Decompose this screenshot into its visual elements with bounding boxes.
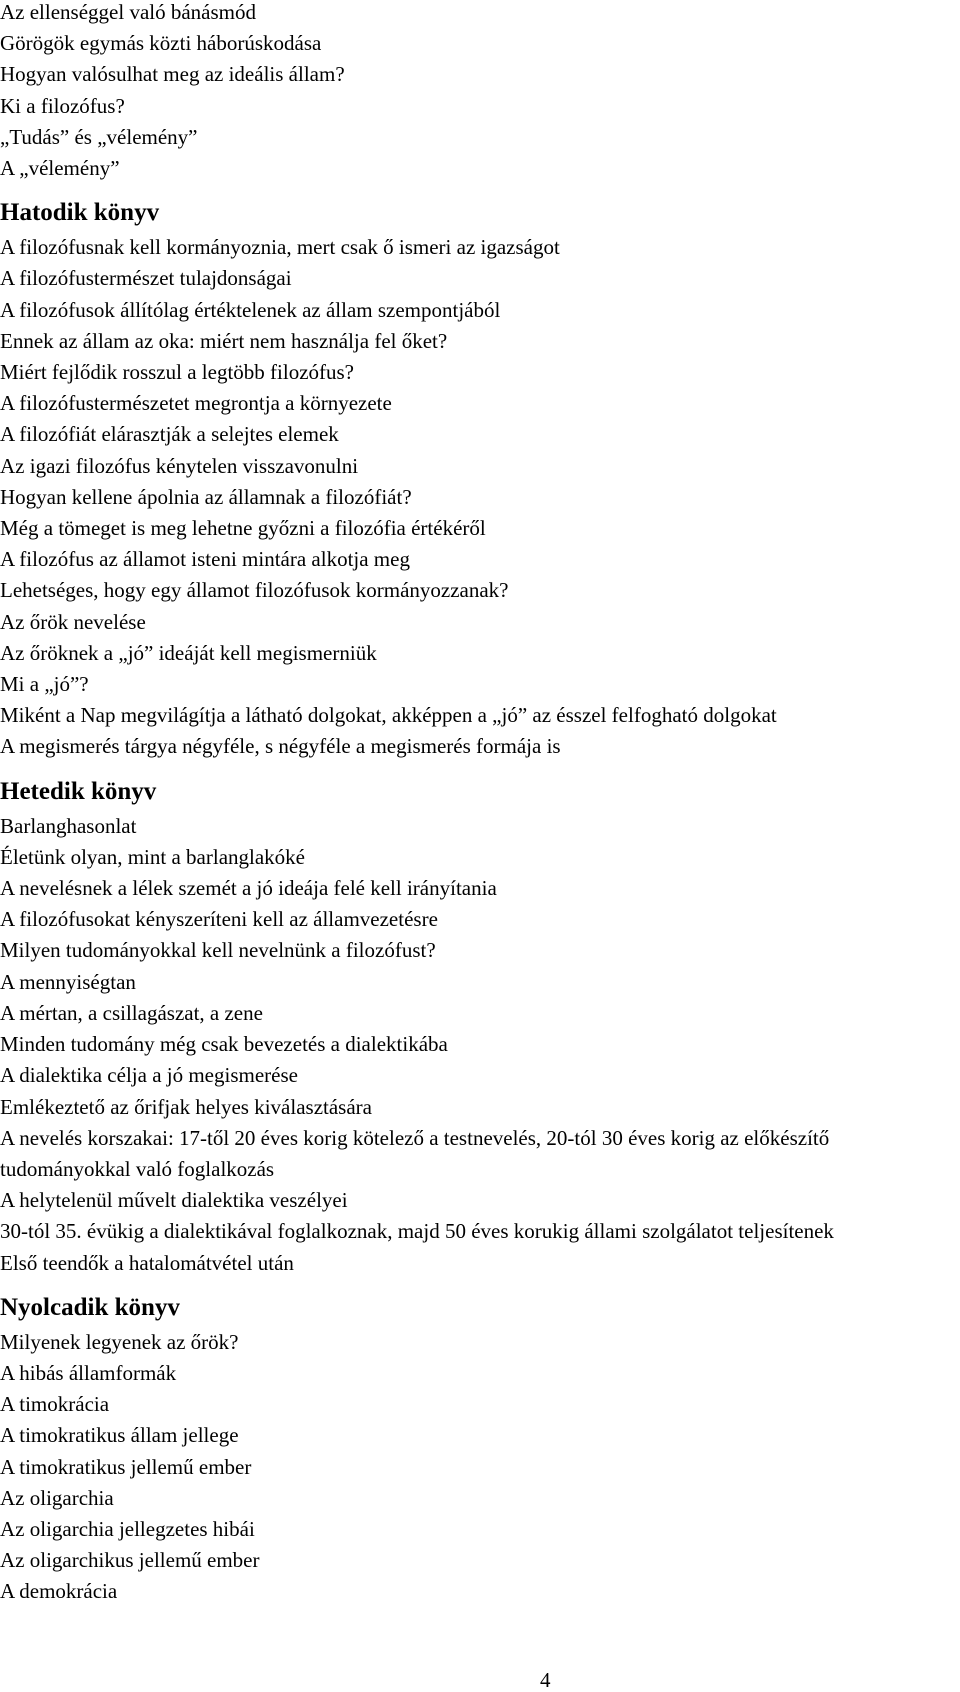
- toc-entry: Miként a Nap megvilágítja a látható dolgokat, akképpen a „jó” az ésszel felfogható dolgokat: [0, 703, 777, 728]
- toc-entry: Életünk olyan, mint a barlanglakóké: [0, 844, 305, 869]
- book6-section: [0, 184, 960, 762]
- toc-entry: A helytelenül művelt dialektika veszélyei: [0, 1188, 348, 1213]
- toc-entry: Az oligarchia: [0, 1485, 114, 1510]
- toc-entry: Hogyan kellene ápolnia az államnak a filozófiát?: [0, 484, 412, 509]
- toc-entry: A filozófiát elárasztják a selejtes elemek: [0, 422, 339, 447]
- toc-entry: Az ellenséggel való bánásmód: [0, 0, 256, 24]
- toc-entry: Milyenek legyenek az őrök?: [0, 1329, 239, 1354]
- book8-heading: Nyolcadik könyv: [0, 1293, 180, 1321]
- toc-entry: A „vélemény”: [0, 156, 120, 181]
- toc-entry: Az őrök nevelése: [0, 609, 146, 634]
- toc-entry: A mértan, a csillagászat, a zene: [0, 1000, 263, 1025]
- book6-heading: Hatodik könyv: [0, 199, 160, 227]
- toc-entry: Milyen tudományokkal kell nevelnünk a filozófust?: [0, 938, 436, 963]
- book8-section: [0, 1279, 960, 1608]
- toc-entry: A megismerés tárgya négyféle, s négyféle a megismerés formája is: [0, 734, 561, 759]
- toc-entry: Minden tudomány még csak bevezetés a dialektikába: [0, 1032, 448, 1057]
- toc-entry: A filozófustermészetet megrontja a környezete: [0, 391, 392, 416]
- book7-heading: Hetedik könyv: [0, 777, 157, 805]
- toc-entry: Az igazi filozófus kénytelen visszavonulni: [0, 453, 359, 478]
- toc-entry: A nevelésnek a lélek szemét a jó ideája felé kell irányítania: [0, 876, 497, 901]
- toc-entry: 30-tól 35. évükig a dialektikával foglalkoznak, majd 50 éves korukig állami szolgálatot teljesítenek: [0, 1219, 834, 1244]
- toc-entry: A mennyiségtan: [0, 969, 136, 994]
- toc-entry: Mi a „jó”?: [0, 672, 89, 697]
- toc-entry: Hogyan valósulhat meg az ideális állam?: [0, 62, 345, 87]
- toc-entry: Görögök egymás közti háborúskodása: [0, 31, 322, 56]
- toc-entry: Lehetséges, hogy egy államot filozófusok kormányozzanak?: [0, 578, 509, 603]
- toc-entry: A timokrácia: [0, 1392, 110, 1417]
- toc-entry: Ki a filozófus?: [0, 93, 125, 118]
- toc-entry: A hibás államformák: [0, 1360, 177, 1385]
- toc-entry: A nevelés korszakai: 17-től 20 éves korig kötelező a testnevelés, 20-tól 30 éves korig az előkészítő tudományokkal való foglalkozás: [0, 1125, 830, 1181]
- toc-entry: A filozófusokat kényszeríteni kell az államvezetésre: [0, 907, 438, 932]
- intro-section: [0, 0, 960, 184]
- toc-entry: Az őröknek a „jó” ideáját kell megismerniük: [0, 640, 377, 665]
- toc-entry: A filozófustermészet tulajdonságai: [0, 266, 292, 291]
- toc-entry: A demokrácia: [0, 1579, 118, 1604]
- toc-entry: A filozófusnak kell kormányoznia, mert csak ő ismeri az igazságot: [0, 235, 560, 260]
- toc-entry: Az oligarchia jellegzetes hibái: [0, 1516, 255, 1541]
- book7-section: [0, 763, 960, 1279]
- toc-entry: Miért fejlődik rosszul a legtöbb filozófus?: [0, 360, 354, 385]
- toc-entry: A timokratikus jellemű ember: [0, 1454, 252, 1479]
- toc-entry: A dialektika célja a jó megismerése: [0, 1063, 298, 1088]
- toc-entry: A filozófus az államot isteni mintára alkotja meg: [0, 547, 410, 572]
- toc-entry: Emlékeztető az őrifjak helyes kiválasztására: [0, 1094, 372, 1119]
- toc-entry: Az oligarchikus jellemű ember: [0, 1548, 260, 1573]
- toc-entry: Első teendők a hatalomátvétel után: [0, 1250, 294, 1275]
- toc-entry: A filozófusok állítólag értéktelenek az állam szempontjából: [0, 297, 501, 322]
- toc-entry: A timokratikus állam jellege: [0, 1423, 239, 1448]
- toc-entry: Még a tömeget is meg lehetne győzni a filozófia értékéről: [0, 516, 486, 541]
- toc-entry: Ennek az állam az oka: miért nem használja fel őket?: [0, 328, 448, 353]
- toc-entry: „Tudás” és „vélemény”: [0, 124, 198, 149]
- page-number: 4: [540, 1668, 551, 1692]
- toc-entry: Barlanghasonlat: [0, 813, 137, 838]
